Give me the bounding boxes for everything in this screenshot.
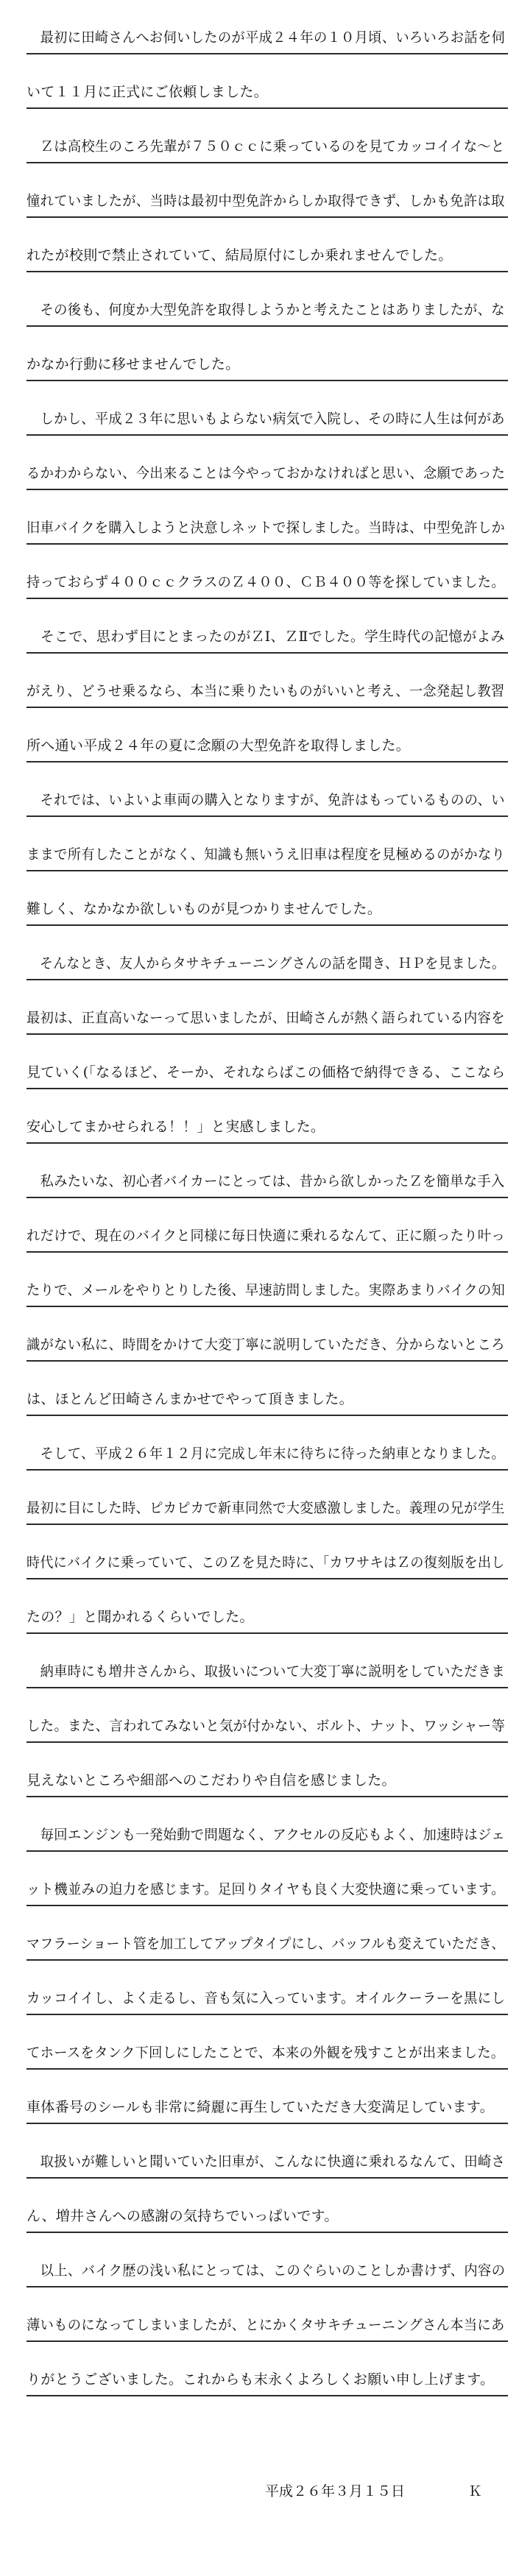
letter-line-text: 難しく、なかなか欲しいものが見つかりませんでした。 <box>26 901 382 917</box>
letter-line <box>26 1974 508 2015</box>
letter-line-text: りがとうございました。これからも末永くよろしくお願い申し上げます。 <box>26 2371 495 2388</box>
letter-line <box>26 612 508 654</box>
letter-line <box>26 667 508 708</box>
letter-line <box>26 830 508 871</box>
letter-line <box>26 503 508 545</box>
letter-line <box>26 1484 508 1525</box>
letter-line <box>26 1593 508 1634</box>
letter-line <box>26 1320 508 1362</box>
letter-line-text: たりで、メールをやりとりした後、早速訪問しました。実際あまりバイクの知 <box>26 1282 506 1298</box>
letter-line <box>26 2355 508 2396</box>
letter-line <box>26 1811 508 1852</box>
letter-line-text: 見えないところや細部へのこだわりや自信を感じました。 <box>26 1772 396 1788</box>
letter-line <box>26 1375 508 1416</box>
letter-line-text: 所へ通い平成２４年の夏に念願の大型免許を取得しました。 <box>26 737 411 754</box>
letter-line <box>26 885 508 926</box>
letter-line <box>26 231 508 272</box>
letter-line-text: 納車時にも増井さんから、取扱いについて大変丁寧に説明をしていただきま <box>26 1663 506 1680</box>
letter-line-text: るかわからない、今出来ることは今やっておかなければと思い、念願であった <box>26 465 506 481</box>
letter-line-text: がえり、どうせ乗るなら、本当に乗りたいものがいいと考え、一念発起し教習 <box>26 683 505 699</box>
letter-line <box>26 2301 508 2342</box>
letter-line-text: 車体番号のシールも非常に綺麗に再生していただき大変満足しています。 <box>26 2099 495 2115</box>
letter-line-text: それでは、いよいよ車両の購入となりますが、免許はもっているものの、い <box>26 792 505 808</box>
letter-line <box>26 13 508 54</box>
letter-line <box>26 1702 508 1743</box>
letter-line-text: 識がない私に、時間をかけて大変丁寧に説明していただき、分からないところ <box>26 1337 505 1353</box>
letter-line-text: 見ていく(「なるほど、そーか、それならばこの価格で納得できる、ここなら <box>26 1064 506 1080</box>
letter-line <box>26 1919 508 1961</box>
letter-line <box>26 1211 508 1253</box>
letter-line <box>26 1048 508 1089</box>
letter-line <box>26 1647 508 1688</box>
letter-line-text: 憧れていましたが、当時は最初中型免許からしか取得できず、しかも免許は取 <box>26 193 505 209</box>
letter-line-text: Ｚは高校生のころ先輩が７５０ｃｃに乗っているのを見てカッコイイな～と <box>26 138 505 155</box>
letter-line-text: れだけで、現在のバイクと同様に毎日快適に乗れるなんて、正に願ったり叶っ <box>26 1228 506 1244</box>
letter-line-text: 持っておらず４００ｃｃクラスのＺ４００、ＣＢ４００等を探していました。 <box>26 574 505 590</box>
letter-line-text: カッコイイし、よく走るし、音も気に入っています。オイルクーラーを黒にし <box>26 1990 506 2006</box>
letter-line-text: した。また、言われてみないと気が付かない、ボルト、ナット、ワッシャー等 <box>26 1718 506 1734</box>
letter-line-text: いて１１月に正式にご依頼しました。 <box>26 84 269 100</box>
letter-line <box>26 939 508 980</box>
letter-line <box>26 1266 508 1307</box>
letter-line <box>26 177 508 218</box>
letter-line-text: 毎回エンジンも一発始動で問題なく、アクセルの反応もよく、加速時はジェ <box>26 1827 505 1843</box>
letter-line <box>26 558 508 599</box>
letter-line-text: しかし、平成２３年に思いもよらない病気で入院し、その時に人生は何があ <box>26 411 505 427</box>
letter-line <box>26 1103 508 1144</box>
letter-line <box>26 721 508 762</box>
letter-initial: Ｋ <box>468 2483 483 2499</box>
letter-line-text: 最初に田崎さんへお伺いしたのが平成２４年の１０月頃、いろいろお話を伺 <box>26 29 506 46</box>
letter-line-text: 時代にバイクに乗っていて、このＺを見た時に、「カワサキはＺの復刻版を出し <box>26 1554 505 1571</box>
letter-line-text: ままで所有したことがなく、知識も無いうえ旧車は程度を見極めるのがかなり <box>26 846 506 863</box>
letter-line <box>26 2246 508 2287</box>
letter-date: 平成２６年３月１５日 <box>265 2483 406 2499</box>
letter-line-text: かなか行動に移せませんでした。 <box>26 356 240 372</box>
letter-line-text: 安心してまかせられる！！」と実感しました。 <box>26 1119 325 1135</box>
letter-line-text: ット機並みの迫力を感じます。足回りタイヤも良く大変快適に乗っています。 <box>26 1881 505 1897</box>
letter-line <box>26 1429 508 1471</box>
letter-line <box>26 2137 508 2179</box>
letter-line-text: 薄いものになってしまいましたが、とにかくタサキチューニングさん本当にあ <box>26 2317 505 2333</box>
letter-line-text: 取扱いが難しいと聞いていた旧車が、こんなに快適に乗れるなんて、田崎さ <box>26 2154 506 2170</box>
letter-line-text: マフラーショート管を加工してアップタイプにし、バッフルも変えていただき、 <box>26 1936 505 1952</box>
letter-line <box>26 2028 508 2070</box>
letter-line-text: 旧車バイクを購入しようと決意しネットで探しました。当時は、中型免許しか <box>26 520 506 536</box>
letter-line-text: その後も、何度か大型免許を取得しようかと考えたことはありましたが、な <box>26 302 505 318</box>
letter-line <box>26 286 508 327</box>
letter-line-text: ん、増井さんへの感謝の気持ちでいっぱいです。 <box>26 2208 339 2224</box>
letter-line <box>26 394 508 436</box>
letter-line <box>26 1157 508 1198</box>
letter-line-text: は、ほとんど田崎さんまかせでやって頂きました。 <box>26 1391 353 1407</box>
letter-line <box>26 122 508 163</box>
letter-line <box>26 2083 508 2124</box>
letter-line-text: そこで、思わず目にとまったのがＺⅠ、ＺⅡでした。学生時代の記憶がよみ <box>26 629 505 645</box>
letter-line <box>26 1865 508 1906</box>
letter-line-text: てホースをタンク下回しにしたことで、本来の外観を残すことが出来ました。 <box>26 2045 505 2061</box>
letter-signature <box>0 2482 530 2511</box>
letter-line <box>26 68 508 109</box>
letter-line-text: たの？」と聞かれるくらいでした。 <box>26 1609 254 1625</box>
letter-line <box>26 1538 508 1579</box>
letter-line <box>26 2192 508 2233</box>
letter-line-text: 最初は、正直高いなーって思いましたが、田崎さんが熱く語られている内容を <box>26 1010 505 1026</box>
letter-line-text: 最初に目にした時、ピカピカで新車同然で大変感激しました。義理の兄が学生 <box>26 1500 505 1516</box>
letter-line <box>26 994 508 1035</box>
letter-line <box>26 340 508 381</box>
letter-line <box>26 1756 508 1797</box>
letter-line-text: 私みたいな、初心者バイカーにとっては、昔から欲しかったＺを簡単な手入 <box>26 1173 505 1189</box>
letter-line <box>26 776 508 817</box>
letter-line-text: れたが校則で禁止されていて、結局原付にしか乗れませんでした。 <box>26 247 453 263</box>
letter-line-text: そして、平成２６年１２月に完成し年末に待ちに待った納車となりました。 <box>26 1446 506 1462</box>
letter-line-text: そんなとき、友人からタサキチューニングさんの話を聞き、ＨＰを見ました。 <box>26 955 506 972</box>
letter-line-text: 以上、バイク歴の浅い私にとっては、このぐらいのことしか書けず、内容の <box>26 2262 506 2279</box>
letter-line <box>26 449 508 490</box>
